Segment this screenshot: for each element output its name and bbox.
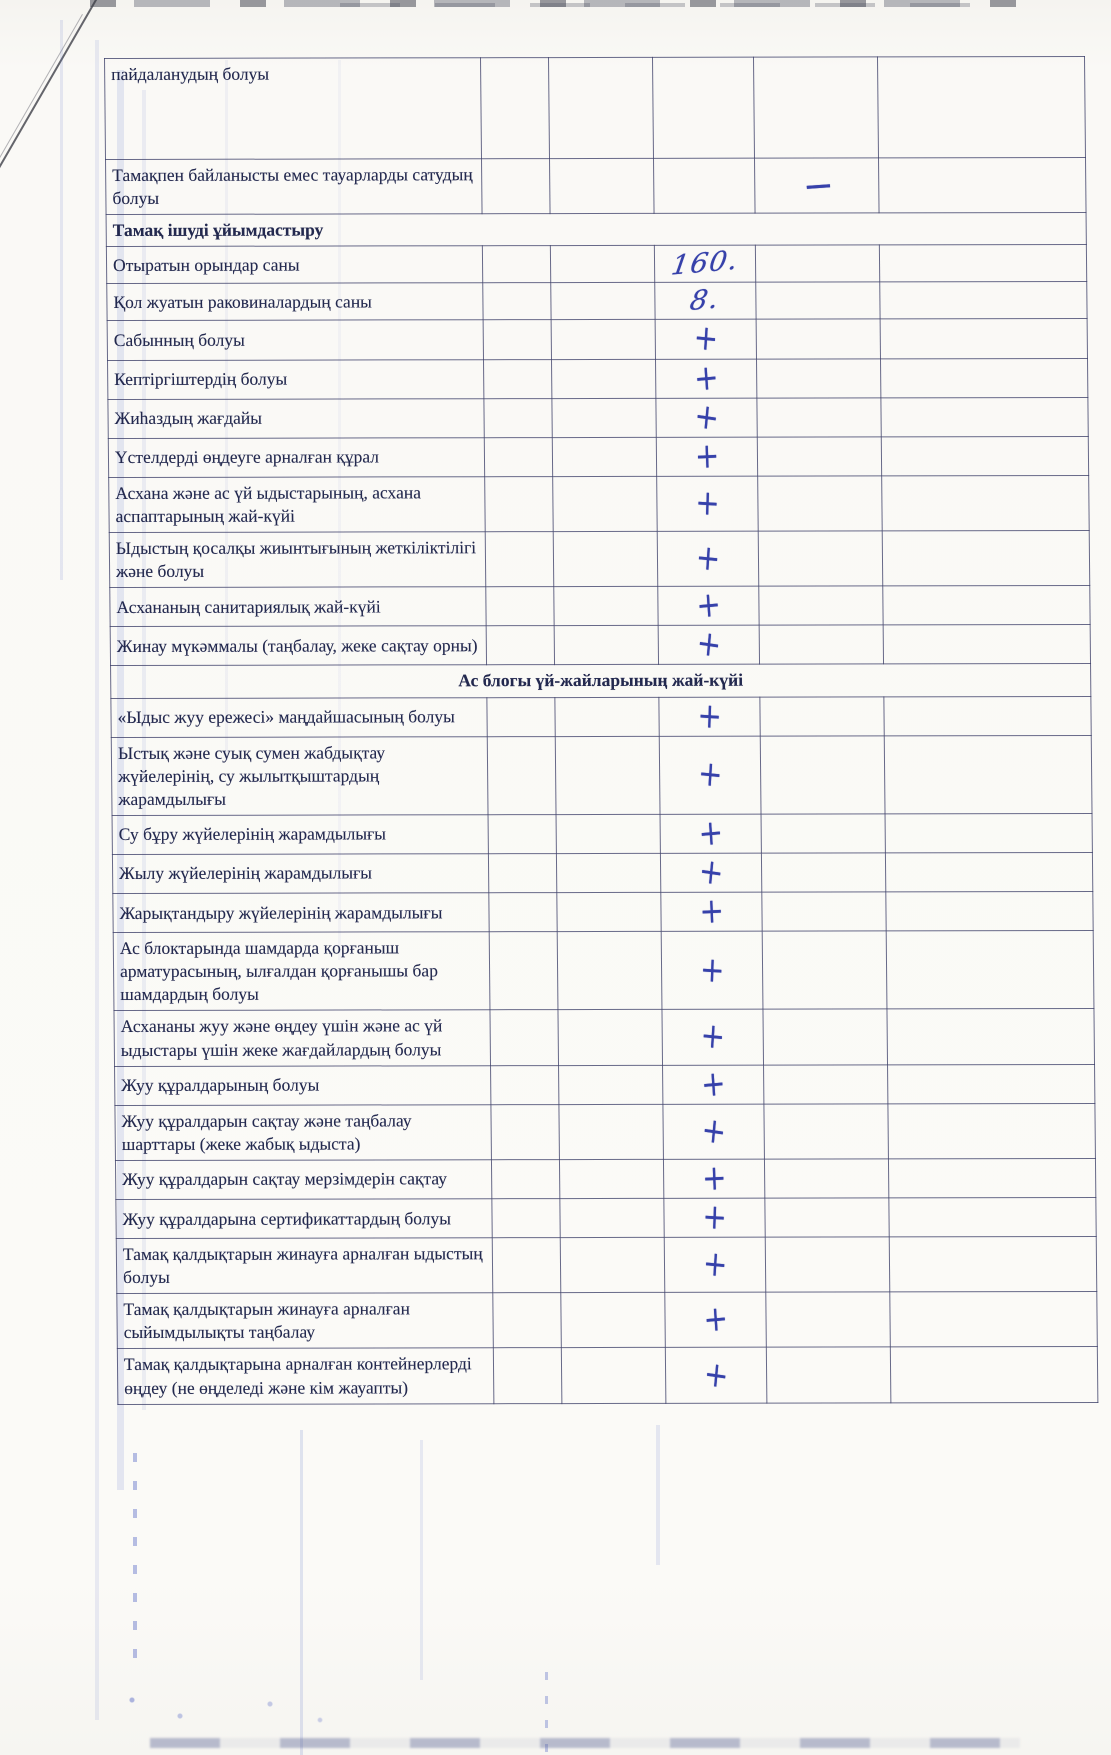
grid-cell	[757, 437, 882, 476]
handwritten-mark: +	[692, 394, 721, 439]
handwritten-mark: +	[694, 621, 723, 666]
grid-cell	[765, 1237, 890, 1292]
handwritten-mark: 160.	[668, 245, 741, 282]
criterion-text: Қол жуатын раковиналардың саны	[107, 283, 484, 321]
grid-cell	[552, 359, 656, 398]
table-row	[107, 282, 1087, 321]
criterion-text: Жинау мүкәммалы (таңбалау, жеке сақтау орны)	[110, 626, 487, 666]
table-row	[107, 319, 1087, 360]
scanner-edge-noise	[90, 0, 1020, 7]
criterion-text: Тамақ қалдықтарына арналған контейнерлерді өңдеу (не өңделеді және кім жауапты)	[117, 1348, 494, 1404]
grid-cell	[886, 852, 1093, 892]
table-row	[108, 358, 1088, 399]
handwritten-mark: +	[701, 1242, 729, 1286]
grid-cell	[550, 158, 654, 213]
table-row	[109, 475, 1090, 532]
grid-cell	[762, 931, 887, 1010]
grid-cell	[659, 694, 761, 737]
grid-cell	[656, 476, 758, 531]
grid-cell	[755, 245, 880, 282]
page-corner-fold-line	[0, 0, 99, 170]
grid-cell	[558, 1010, 662, 1065]
handwritten-mark: +	[699, 948, 725, 991]
grid-cell	[562, 1348, 666, 1403]
handwritten-mark: +	[701, 1297, 729, 1341]
grid-cell	[660, 811, 762, 854]
grid-cell	[489, 893, 558, 932]
criterion-text: Үстелдерді өңдеуге арналған құрал	[108, 437, 485, 477]
grid-cell	[656, 434, 758, 477]
grid-cell	[485, 476, 554, 531]
grid-cell	[553, 437, 657, 476]
table-row	[115, 1158, 1095, 1199]
handwritten-mark: 8.	[688, 283, 723, 318]
criterion-text: Ас блоктарында шамдарда қорғаныш арматурасының, ылғалдан қорғанышы бар шамдардың болуы	[113, 932, 490, 1011]
grid-cell	[489, 854, 558, 893]
table-row	[113, 892, 1093, 933]
section-row	[111, 664, 1091, 698]
grid-cell	[660, 849, 762, 894]
grid-cell	[659, 736, 761, 814]
grid-cell	[888, 1064, 1095, 1104]
table-row	[113, 931, 1094, 1011]
grid-cell	[554, 531, 658, 586]
grid-cell	[553, 476, 657, 531]
criterion-text: Тамақ қалдықтарын жинауға арналған сыйымдылықты таңбалау	[117, 1293, 494, 1349]
grid-cell	[653, 158, 755, 213]
grid-cell	[551, 246, 655, 283]
checklist-table	[104, 56, 1098, 1405]
grid-cell	[549, 57, 653, 158]
grid-cell	[883, 625, 1090, 665]
criterion-text: Кептіргіштердің болуы	[108, 359, 485, 399]
handwritten-mark: +	[699, 1108, 728, 1153]
grid-cell	[764, 1159, 889, 1198]
grid-cell	[662, 1061, 764, 1105]
criterion-text: Ыдыстың қосалқы жиынтығының жеткіліктілігі және болуы	[109, 532, 486, 588]
criterion-text: Су бұру жүйелерінің жарамдылығы	[112, 815, 489, 855]
table-row	[112, 813, 1092, 854]
grid-cell	[885, 735, 1092, 814]
grid-cell	[758, 476, 883, 531]
handwritten-mark: +	[694, 536, 722, 580]
grid-cell	[492, 1159, 561, 1198]
table-row	[116, 1237, 1097, 1294]
handwritten-mark: +	[692, 316, 720, 360]
grid-cell	[561, 1237, 665, 1292]
table-row	[111, 735, 1092, 815]
grid-cell	[484, 359, 553, 398]
scan-streak	[420, 1440, 423, 1680]
criterion-text: «Ыдыс жуу ережесі» маңдайшасының болуы	[111, 697, 488, 737]
grid-cell	[879, 157, 1086, 213]
ink-specks	[120, 1690, 340, 1730]
grid-cell	[652, 57, 754, 158]
table-row	[111, 696, 1091, 737]
grid-cell	[554, 587, 658, 626]
grid-cell	[766, 1292, 891, 1347]
grid-cell	[888, 1103, 1095, 1159]
grid-cell	[481, 58, 550, 159]
criterion-text: Тамақ қалдықтарын жинауға арналған ыдыстың болуы	[116, 1238, 493, 1294]
grid-cell	[878, 56, 1086, 157]
grid-cell	[761, 814, 886, 853]
criterion-text: Сабынның болуы	[107, 320, 484, 360]
grid-cell	[551, 283, 655, 320]
grid-cell	[484, 437, 553, 476]
checklist-table-wrap	[104, 56, 1098, 1405]
criterion-text: Асхананы жуу және өңдеу үшін және ас үй ыдыстары үшін жеке жағдайлардың болуы	[114, 1010, 491, 1066]
grid-cell	[883, 586, 1090, 626]
table-row	[115, 1064, 1095, 1105]
criterion-text: Жарықтандыру жүйелерінің жарамдылығы	[113, 893, 490, 933]
criterion-text: Асхана және ас үй ыдыстарының, асхана аспаптарының жай-күйі	[109, 477, 486, 533]
grid-cell	[764, 1104, 889, 1159]
grid-cell	[664, 1237, 766, 1292]
scan-streak	[60, 20, 63, 580]
grid-cell	[880, 319, 1087, 359]
table-row	[108, 436, 1088, 477]
grid-cell	[763, 1065, 888, 1104]
criterion-text: Жуу құралдарына сертификаттардың болуы	[116, 1199, 493, 1239]
grid-cell	[660, 889, 762, 932]
crease-ink-dashes	[133, 1448, 137, 1658]
grid-cell	[557, 892, 661, 931]
grid-cell	[889, 1197, 1096, 1237]
grid-cell	[759, 586, 884, 625]
criterion-text: Жылу жүйелерінің жарамдылығы	[112, 854, 489, 894]
table-row	[114, 1009, 1095, 1066]
grid-cell	[556, 814, 660, 853]
grid-cell	[766, 1347, 891, 1402]
grid-cell	[889, 1158, 1096, 1198]
table-row	[105, 56, 1086, 159]
grid-cell	[558, 932, 662, 1010]
section-title: Тамақ ішуді ұйымдастыру	[106, 213, 1086, 247]
grid-cell	[762, 892, 887, 931]
grid-cell	[552, 398, 656, 437]
grid-cell	[760, 735, 885, 814]
grid-cell	[887, 1009, 1094, 1065]
handwritten-mark: —	[804, 169, 830, 201]
table-row	[110, 586, 1090, 627]
grid-cell	[664, 1195, 766, 1238]
grid-cell	[492, 1199, 561, 1238]
scan-streak	[300, 1430, 303, 1755]
page-corner-fold-line	[0, 14, 83, 179]
grid-cell	[655, 355, 757, 399]
table-row	[106, 245, 1086, 284]
grid-cell	[483, 320, 552, 359]
grid-cell	[881, 397, 1088, 437]
grid-cell	[662, 1010, 764, 1065]
criterion-text: Жуу құралдарын сақтау мерзімдерін сақтау	[115, 1160, 492, 1200]
grid-cell	[759, 625, 884, 664]
grid-cell	[884, 696, 1091, 736]
handwritten-mark: +	[696, 694, 723, 737]
handwritten-mark: +	[701, 1195, 728, 1238]
grid-cell	[657, 531, 759, 586]
grid-cell	[560, 1159, 664, 1198]
grid-cell	[559, 1104, 663, 1159]
grid-cell	[493, 1293, 562, 1348]
grid-cell	[882, 436, 1089, 476]
table-row	[108, 397, 1088, 438]
grid-cell	[661, 931, 763, 1009]
table-row	[109, 530, 1090, 587]
criterion-text: пайдаланудың болуы	[105, 58, 482, 160]
grid-cell	[890, 1292, 1097, 1348]
handwritten-mark: +	[698, 889, 725, 932]
section-row	[106, 213, 1086, 247]
grid-cell	[885, 813, 1092, 853]
grid-cell	[654, 283, 756, 320]
grid-cell	[656, 394, 758, 439]
grid-cell	[559, 1065, 663, 1104]
criterion-text: Ыстық және суық сумен жабдықтау жүйелерінің, су жылытқыштардың жарамдылығы	[111, 736, 488, 815]
table-row	[116, 1197, 1096, 1238]
handwritten-mark: +	[696, 752, 724, 796]
grid-cell	[883, 530, 1090, 586]
grid-cell	[890, 1237, 1097, 1293]
grid-cell	[483, 283, 552, 320]
grid-cell	[882, 475, 1089, 531]
grid-cell	[663, 1156, 765, 1199]
scan-bottom-smudge	[150, 1738, 1020, 1748]
grid-cell	[557, 853, 661, 892]
handwritten-mark: +	[697, 849, 725, 894]
grid-cell	[763, 1009, 888, 1064]
grid-cell	[483, 246, 552, 283]
grid-cell	[756, 358, 881, 397]
grid-cell	[754, 158, 879, 213]
handwritten-mark: +	[699, 1061, 727, 1105]
handwritten-mark: +	[694, 583, 722, 627]
grid-cell	[490, 1010, 559, 1065]
handwritten-mark: +	[700, 1156, 727, 1199]
scanner-edge-noise	[340, 3, 980, 7]
handwritten-mark: +	[696, 811, 724, 854]
grid-cell	[657, 583, 759, 627]
grid-cell	[665, 1348, 767, 1403]
grid-cell	[886, 892, 1093, 932]
grid-cell	[757, 398, 882, 437]
grid-cell	[551, 320, 655, 359]
criterion-text: Жуу құралдарының болуы	[115, 1065, 492, 1105]
grid-cell	[491, 1065, 560, 1104]
grid-cell	[561, 1293, 665, 1348]
table-body	[105, 56, 1098, 1404]
grid-cell	[880, 282, 1087, 320]
section-title: Ас блогы үй-жайларының жай-күйі	[111, 664, 1091, 698]
grid-cell	[486, 587, 555, 626]
crease-ink-dashes	[545, 1672, 548, 1752]
grid-cell	[555, 697, 659, 736]
grid-cell	[487, 736, 556, 814]
handwritten-mark: +	[692, 355, 720, 399]
table-row	[117, 1347, 1098, 1404]
scan-streak	[656, 1425, 660, 1565]
grid-cell	[493, 1348, 562, 1403]
grid-cell	[482, 159, 551, 214]
grid-cell	[554, 626, 658, 665]
grid-cell	[491, 1104, 560, 1159]
grid-cell	[488, 814, 557, 853]
grid-cell	[560, 1198, 664, 1237]
grid-cell	[880, 245, 1087, 283]
criterion-text: Отыратын орындар саны	[106, 246, 483, 284]
grid-cell	[654, 245, 756, 282]
grid-cell	[556, 736, 660, 814]
grid-cell	[486, 626, 555, 665]
grid-cell	[765, 1198, 890, 1237]
grid-cell	[756, 319, 881, 358]
grid-cell	[758, 531, 883, 586]
grid-cell	[484, 398, 553, 437]
handwritten-mark: +	[694, 481, 721, 524]
handwritten-mark: +	[701, 1352, 730, 1397]
grid-cell	[891, 1347, 1098, 1403]
grid-cell	[658, 621, 760, 666]
grid-cell	[487, 697, 556, 736]
grid-cell	[761, 853, 886, 892]
grid-cell	[753, 57, 878, 158]
table-row	[112, 852, 1092, 893]
scan-streak	[95, 40, 99, 1720]
criterion-text: Тамақпен байланысты емес тауарларды сатудың болуы	[106, 159, 483, 215]
grid-cell	[887, 931, 1094, 1010]
table-row	[117, 1292, 1098, 1349]
grid-cell	[881, 358, 1088, 398]
handwritten-mark: +	[693, 434, 720, 477]
grid-cell	[485, 532, 554, 587]
criterion-text: Асхананың санитариялық жай-күйі	[110, 587, 487, 627]
criterion-text: Жуу құралдарын сақтау және таңбалау шарттары (жеке жабық ыдыста)	[115, 1104, 492, 1160]
table-row	[106, 157, 1087, 214]
grid-cell	[663, 1104, 765, 1159]
criterion-text: Жиһаздың жағдайы	[108, 398, 485, 438]
table-row	[110, 625, 1090, 666]
grid-cell	[760, 696, 885, 735]
handwritten-mark: +	[699, 1014, 726, 1058]
grid-cell	[664, 1292, 766, 1347]
grid-cell	[756, 282, 881, 319]
table-row	[115, 1103, 1096, 1160]
grid-cell	[492, 1238, 561, 1293]
grid-cell	[655, 316, 757, 360]
grid-cell	[489, 932, 558, 1010]
